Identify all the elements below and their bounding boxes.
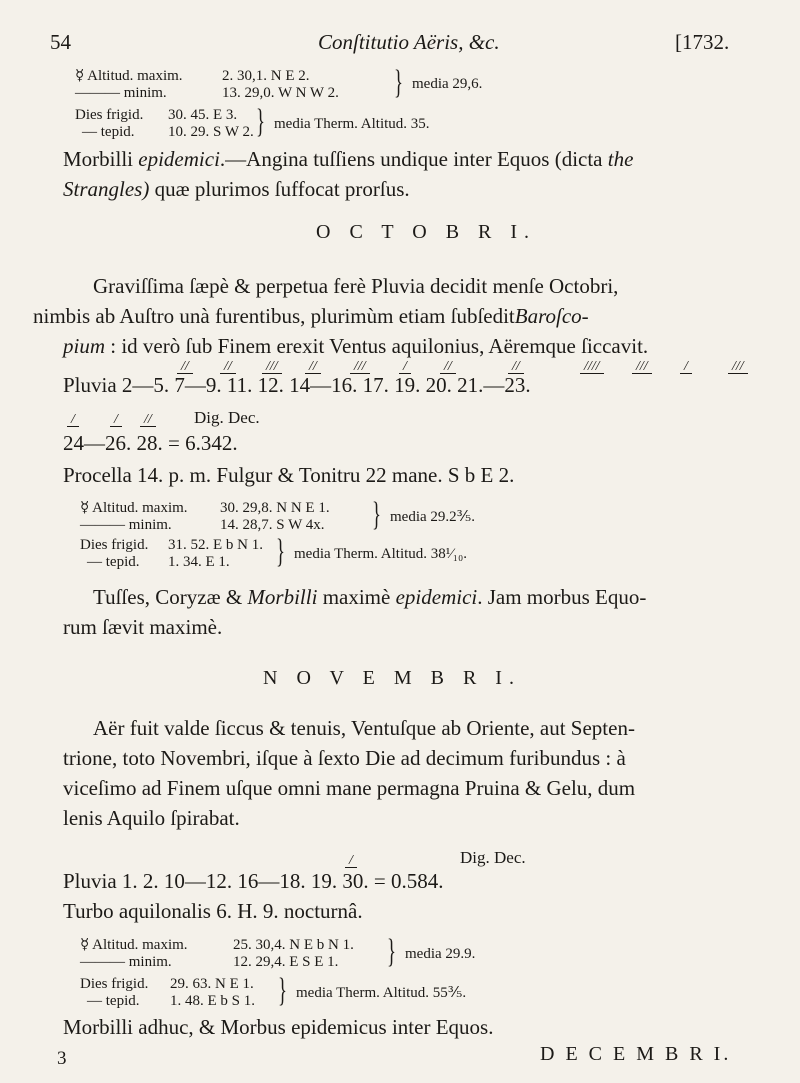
rain-tick: / xyxy=(680,361,692,374)
nov-alt-max-label: ☿ Altitud. maxim. xyxy=(80,937,188,953)
rain-tick: / xyxy=(345,855,357,868)
sept-alt-min-label: ——— minim. xyxy=(75,85,167,101)
text: lenis Aquilo ſpirabat. xyxy=(63,806,240,830)
sept-tepid-value: 10. 29. S W 2. xyxy=(168,124,254,140)
signature-mark: 3 xyxy=(57,1048,67,1069)
rain-tick: / xyxy=(110,414,122,427)
rain-line-october-1: Pluvia 2—5. 7—9. 11. 12. 14—16. 17. 19. 20. 21.—23. xyxy=(63,373,531,397)
text: trione, toto Novembri, iſque à ſexto Die ad decimum furibundus : à xyxy=(63,746,626,770)
brace: } xyxy=(278,972,287,1009)
rain-tick: // xyxy=(177,361,193,374)
text: : id verò ſub Finem erexit Ventus aquilonius, Aëremque ſiccavit. xyxy=(105,334,649,358)
nov-therm-media: media Therm. Altitud. 55⅗. xyxy=(296,985,467,1001)
rain-tick: /// xyxy=(728,361,748,374)
paragraph-october-1 xyxy=(33,271,760,361)
oct-therm-media: media Therm. Altitud. 38¹⁄₁₀. xyxy=(294,546,467,562)
text: rum ſævit maximè. xyxy=(63,615,223,639)
section-heading-october: O C T O B R I. xyxy=(316,221,537,243)
sept-alt-max-label: ☿ Altitud. maxim. xyxy=(75,68,183,84)
text: nimbis ab Auſtro unà furentibus, plurimùm etiam ſubſedit xyxy=(33,304,515,328)
rain-tick: / xyxy=(67,414,79,427)
rain-tick: // xyxy=(220,361,236,374)
brace: } xyxy=(256,103,265,140)
rain-tick: /// xyxy=(350,361,370,374)
paragraph-november-1 xyxy=(63,713,760,833)
oct-alt-min-value: 14. 28,7. S W 4x. xyxy=(220,517,325,533)
dig-dec-label: Dig. Dec. xyxy=(194,408,260,427)
paragraph-october-2 xyxy=(63,582,760,642)
text-italic: Morbilli xyxy=(247,585,318,609)
procella-line: Procella 14. p. m. Fulgur & Tonitru 22 mane. S b E 2. xyxy=(63,463,515,487)
oct-dies-frigid-label: Dies frigid. xyxy=(80,537,149,553)
rain-tick: // xyxy=(305,361,321,374)
nov-alt-min-label: ——— minim. xyxy=(80,954,172,970)
text: Morbilli xyxy=(63,147,139,171)
oct-alt-max-value: 30. 29,8. N N E 1. xyxy=(220,500,330,516)
brace: } xyxy=(387,933,396,970)
text-italic: epidemici xyxy=(395,585,478,609)
sept-alt-media: media 29,6. xyxy=(412,76,483,92)
oct-tepid-label: — tepid. xyxy=(87,554,140,570)
turbo-line: Turbo aquilonalis 6. H. 9. nocturnâ. xyxy=(63,899,363,923)
section-heading-november: N O V E M B R I. xyxy=(263,667,521,689)
brace: } xyxy=(372,496,381,533)
nov-alt-min-value: 12. 29,4. E S E 1. xyxy=(233,954,339,970)
sept-therm-media: media Therm. Altitud. 35. xyxy=(274,116,430,132)
rain-tick: / xyxy=(399,361,411,374)
paragraph-morbilli-sept xyxy=(63,144,760,204)
nov-alt-media: media 29.9. xyxy=(405,946,476,962)
nov-tepid-label: — tepid. xyxy=(87,993,140,1009)
text: Tuſſes, Coryzæ & xyxy=(93,585,248,609)
rain-tick: // xyxy=(440,361,456,374)
text: . Jam morbus Equo- xyxy=(477,585,647,609)
rain-tick: // xyxy=(140,414,156,427)
oct-dies-frigid-value: 31. 52. E b N 1. xyxy=(168,537,263,553)
sept-tepid-label: — tepid. xyxy=(82,124,135,140)
text: maximè xyxy=(317,585,396,609)
page-year: [1732. xyxy=(675,30,730,54)
oct-tepid-value: 1. 34. E 1. xyxy=(168,554,230,570)
nov-tepid-value: 1. 48. E b S 1. xyxy=(170,993,256,1009)
nov-alt-max-value: 25. 30,4. N E b N 1. xyxy=(233,937,354,953)
brace: } xyxy=(276,533,285,570)
rain-tick: /// xyxy=(262,361,282,374)
text-italic: Baroſco- xyxy=(514,304,589,328)
text: Aër fuit valde ſiccus & tenuis, Ventuſque ab Oriente, aut Septen- xyxy=(93,716,635,740)
rain-tick: /// xyxy=(632,361,652,374)
oct-alt-min-label: ——— minim. xyxy=(80,517,172,533)
oct-alt-media: media 29.2⅗. xyxy=(390,509,475,525)
text-italic: pium xyxy=(63,334,105,358)
dig-dec-label: Dig. Dec. xyxy=(460,848,526,867)
rain-tick: // xyxy=(508,361,524,374)
text: .—Angina tuſſiens undique inter Equos (dicta xyxy=(219,147,608,171)
running-title: Conſtitutio Aëris, &c. xyxy=(318,30,500,54)
brace: } xyxy=(394,64,403,101)
paragraph-november-2: Morbilli adhuc, & Morbus epidemicus inter Equos. xyxy=(63,1015,494,1039)
rain-line-november: Pluvia 1. 2. 10—12. 16—18. 19. 30. = 0.584. xyxy=(63,869,444,893)
text-italic: Strangles) xyxy=(63,177,150,201)
text: viceſimo ad Finem uſque omni mane permagna Pruina & Gelu, dum xyxy=(63,776,636,800)
nov-dies-frigid-value: 29. 63. N E 1. xyxy=(170,976,254,992)
sept-alt-max-value: 2. 30,1. N E 2. xyxy=(222,68,310,84)
text: Graviſſima ſæpè & perpetua ferè Pluvia decidit menſe Octobri, xyxy=(93,274,619,298)
text-italic: the xyxy=(607,147,634,171)
nov-dies-frigid-label: Dies frigid. xyxy=(80,976,149,992)
text-italic: epidemici xyxy=(138,147,220,171)
sept-dies-frigid-value: 30. 45. E 3. xyxy=(168,107,238,123)
rain-line-october-2: 24—26. 28. = 6.342. xyxy=(63,431,238,455)
sept-alt-min-value: 13. 29,0. W N W 2. xyxy=(222,85,339,101)
oct-alt-max-label: ☿ Altitud. maxim. xyxy=(80,500,188,516)
catchword: D E C E M B R I. xyxy=(540,1043,732,1065)
rain-tick: //// xyxy=(580,361,604,374)
text: quæ plurimos ſuffocat prorſus. xyxy=(149,177,410,201)
sept-dies-frigid-label: Dies frigid. xyxy=(75,107,144,123)
page-number: 54 xyxy=(50,30,71,54)
